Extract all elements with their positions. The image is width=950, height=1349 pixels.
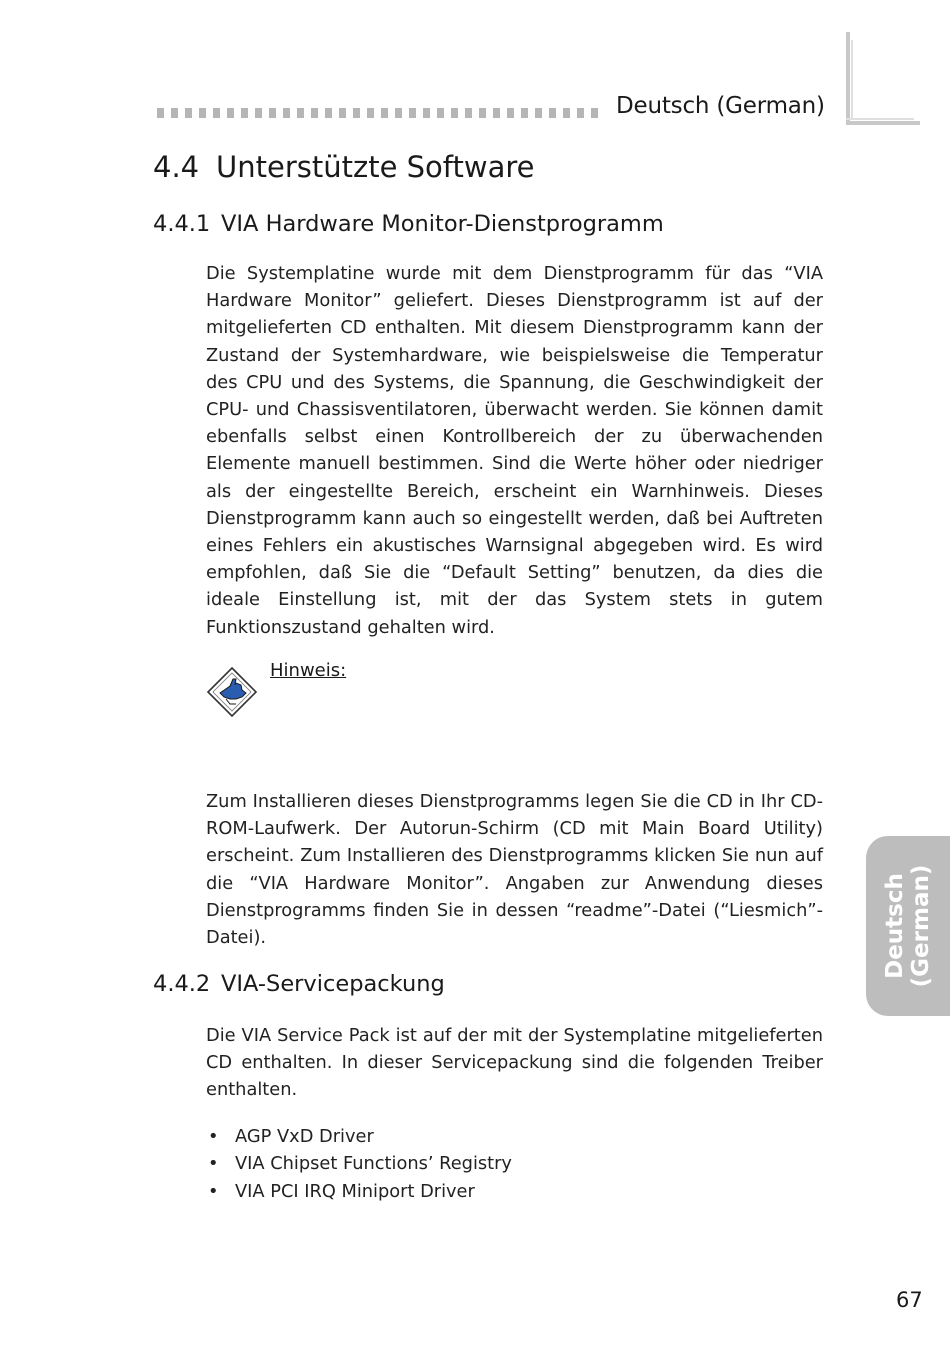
section-number: 4.4 <box>153 150 200 184</box>
header-dot-rule <box>157 108 604 118</box>
page-number: 67 <box>896 1288 923 1312</box>
hardware-monitor-paragraph: Die Systemplatine wurde mit dem Dienstprogramm für das “VIA Hardware Monitor” geliefert. Dieses Dienstprogramm ist auf der mitgelieferten CD enthalten. Mit diesem Dienstprogramm kann der Zustand der Systemhardware, wie beispielsweise die Temperatur des CPU und des Systems, die Spannung, die Geschwindigkeit der CPU- und Chassisventilatoren, überwacht werden. Sie können damit ebenfalls selbst einen Kontrollbereich der zu überwachenden Elemente manuell bestimmen. Sind die Werte höher oder niedriger als der eingestellte Bereich, erscheint ein Warnhinweis. Dieses Dienstprogramm kann auch so eingestellt werden, daß bei Auftreten eines Fehlers ein akustisches Warnsignal abgegeben wird. Es wird empfohlen, daß Sie die “Default Setting” benutzen, da dies die ideale Einstellung ist, mit der das System stets in gutem Funktionszustand gehalten wird. <box>206 263 823 638</box>
service-pack-paragraph: Die VIA Service Pack ist auf der mit der Systemplatine mitgelieferten CD enthalten. In dieser Servicepackung sind die folgenden Treiber enthalten. <box>206 1025 823 1101</box>
header-language: Deutsch (German) <box>616 93 825 119</box>
section-heading <box>153 150 534 184</box>
bullet-icon: • <box>208 1126 219 1147</box>
subsection-title: VIA-Servicepackung <box>221 971 445 997</box>
subsection-heading-service-pack <box>153 971 445 997</box>
subsection-number: 4.4.2 <box>153 971 211 997</box>
list-item <box>206 1123 512 1150</box>
list-item-text: VIA Chipset Functions’ Registry <box>235 1153 512 1175</box>
install-paragraph: Zum Installieren dieses Dienstprogramms legen Sie die CD in Ihr CD-ROM-Laufwerk. Der Autorun-Schirm (CD mit Main Board Utility) erscheint. Zum Installieren des Dienstprogramms klicken Sie nun auf die “VIA Hardware Monitor”. Angaben zur Anwendung dieses Dienstprogramms finden Sie in dessen “readme”-Datei (“Liesmich”-Datei). <box>206 791 823 949</box>
side-tab-line2: (German) <box>908 864 934 988</box>
subsection-heading-hardware-monitor <box>153 211 664 237</box>
side-tab-label <box>882 865 934 988</box>
list-item-text: VIA PCI IRQ Miniport Driver <box>235 1180 475 1202</box>
bullet-icon: • <box>208 1180 219 1202</box>
list-item <box>206 1150 512 1177</box>
section-title: Unterstützte Software <box>216 150 535 184</box>
list-item <box>206 1178 512 1205</box>
corner-mark-vertical <box>846 32 850 125</box>
note-label: Hinweis: <box>270 660 347 681</box>
bullet-icon: • <box>208 1153 219 1175</box>
corner-mark-horizontal <box>846 121 920 125</box>
corner-mark-horizontal-shadow <box>846 118 914 120</box>
list-item-text: AGP VxD Driver <box>235 1126 374 1147</box>
corner-mark-vertical-shadow <box>851 40 853 120</box>
subsection-title: VIA Hardware Monitor-Dienstprogramm <box>221 211 664 237</box>
driver-list <box>206 1123 512 1205</box>
note-hand-icon <box>206 666 258 718</box>
side-tab-line1: Deutsch <box>882 873 908 979</box>
subsection-number: 4.4.1 <box>153 211 211 237</box>
